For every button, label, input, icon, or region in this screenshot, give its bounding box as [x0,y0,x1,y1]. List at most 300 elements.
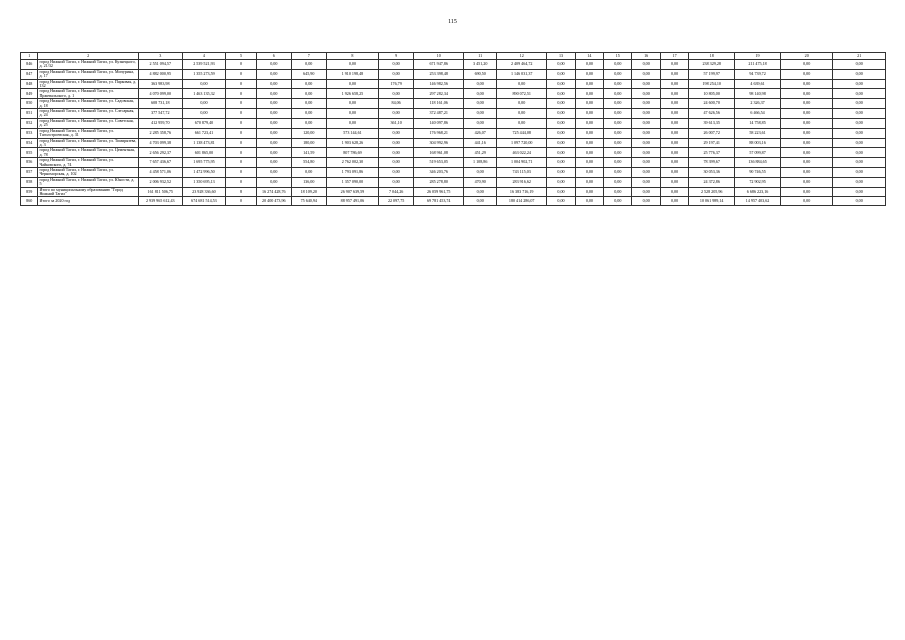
table-row [21,138,886,148]
table-row [21,60,886,70]
cell-value: 58 223,61 [735,128,781,138]
cell-value: 4 070 099,00 [138,89,182,99]
cell-value: 136,00 [291,177,326,187]
cell-value: 0,00 [547,118,575,128]
cell-value: 0,00 [575,167,603,177]
cell-value: 0,00 [256,158,291,168]
cell-value: 0,00 [497,99,547,109]
cell-value: 0,00 [780,60,832,70]
cell-value: 0,00 [632,177,660,187]
table-row [21,128,886,138]
column-number: 14 [575,53,603,60]
cell-value: 8 [226,187,257,197]
cell-value: 0,00 [326,109,378,119]
cell-value: 0,00 [604,60,632,70]
cell-value: 0,00 [379,177,414,187]
cell-value: 0,00 [547,138,575,148]
cell-value: 0,00 [632,128,660,138]
cell-value: 118 161,06 [414,99,464,109]
cell-value: 0,00 [291,118,326,128]
cell-value: 1 910 198,48 [326,69,378,79]
cell-value: 14 957 403,62 [735,197,781,206]
column-number: 8 [326,53,378,60]
cell-value: 372 487,21 [414,109,464,119]
cell-value: 0,00 [326,60,378,70]
cell-value: 0,00 [660,138,688,148]
cell-value: 0,00 [547,148,575,158]
cell-value: 25 776,37 [689,148,735,158]
cell-value: 0,00 [379,158,414,168]
cell-value: 0 [226,177,257,187]
cell-value: 0,00 [182,79,226,89]
column-number: 7 [291,53,326,60]
cell-value: 10 805,00 [689,89,735,99]
cell-value: 0,00 [660,69,688,79]
row-address: город Нижний Тагил, г. Нижний Тагил, ул. Тагилстроевская, д. 31 [38,128,138,138]
cell-value: 0,00 [833,118,886,128]
cell-value: 0,00 [660,89,688,99]
cell-value: 0,00 [660,79,688,89]
cell-value: 0,00 [833,167,886,177]
cell-value: 2 326,37 [735,99,781,109]
column-number: 20 [780,53,832,60]
row-number: 848 [21,79,38,89]
row-address: город Нижний Тагил, г. Нижний Тагил, ул. Советская, д. 25 [38,118,138,128]
column-number: 9 [379,53,414,60]
row-address: город Нижний Тагил, г. Нижний Тагил, ул. Чайковского, д. 74 [38,158,138,168]
cell-value: 0,00 [379,109,414,119]
cell-value: 0,00 [291,60,326,70]
cell-value: 0,00 [379,69,414,79]
cell-value: 7 657 436,67 [138,158,182,168]
cell-value: 0,00 [660,187,688,197]
cell-value: 0 [226,138,257,148]
cell-value: 0,00 [379,128,414,138]
cell-value: 0,00 [833,187,886,197]
cell-value: 0,00 [780,158,832,168]
cell-value: 0,00 [660,148,688,158]
cell-value: 0,00 [833,69,886,79]
cell-value: 743 115,03 [497,167,547,177]
cell-value: 0,00 [660,197,688,206]
cell-value: 0,00 [632,197,660,206]
column-number: 11 [464,53,497,60]
cell-value: 0,00 [464,79,497,89]
cell-value: 1 695 775,95 [182,158,226,168]
column-number: 3 [138,53,182,60]
cell-value: 211 475,18 [735,60,781,70]
cell-value: 346 203,76 [414,167,464,177]
cell-value: 0,00 [632,118,660,128]
cell-value: 0,00 [632,69,660,79]
cell-value: 0,00 [575,99,603,109]
cell-value: 0,00 [256,60,291,70]
cell-value: 0,00 [632,167,660,177]
cell-value: 0 [226,197,257,206]
cell-value: 0,00 [182,109,226,119]
cell-value: 0,00 [604,89,632,99]
cell-value: 2 285 358,76 [138,128,182,138]
cell-value: 0,00 [256,89,291,99]
cell-value: 69 781 453,74 [414,197,464,206]
cell-value: 0,00 [575,89,603,99]
cell-value: 0,00 [575,128,603,138]
cell-value: 1 926 658,25 [326,89,378,99]
cell-value: 0,00 [604,99,632,109]
cell-value: 0,00 [547,89,575,99]
cell-value: 890 072,51 [497,89,547,99]
cell-value: 23 928 336,60 [182,187,226,197]
cell-value: 0,00 [379,138,414,148]
cell-value: 674 681 514,53 [182,197,226,206]
cell-value: 0,00 [547,109,575,119]
cell-value: 285 278,80 [414,177,464,187]
cell-value: 90 746,55 [735,167,781,177]
cell-value: 0 [226,158,257,168]
cell-value: 253 398,48 [414,69,464,79]
cell-value: 0,00 [256,167,291,177]
column-number: 5 [226,53,257,60]
cell-value: 98 140,98 [735,89,781,99]
cell-value: 161 811 506,75 [138,187,182,197]
cell-value: 0,00 [575,197,603,206]
cell-value: 0,00 [547,60,575,70]
cell-value: 0,00 [547,99,575,109]
page-number: 115 [448,19,457,25]
cell-value: 0,00 [464,118,497,128]
row-number: 847 [21,69,38,79]
cell-value: 180,00 [291,138,326,148]
cell-value: 470,90 [464,177,497,187]
cell-value: 198 254,10 [689,79,735,89]
cell-value: 1 138 473,81 [182,138,226,148]
cell-value: 0,00 [326,99,378,109]
cell-value: 0,00 [632,79,660,89]
row-address: город Нижний Тагил, г. Нижний Тагил, ул. Садовская, д. 18 [38,99,138,109]
cell-value: 2 762 002,30 [326,158,378,168]
cell-value: 14 758,85 [735,118,781,128]
cell-value: 26 059 961,75 [414,187,464,197]
cell-value: 0,00 [256,138,291,148]
column-number: 16 [632,53,660,60]
table-row [21,158,886,168]
cell-value: 2 006 932,52 [138,177,182,187]
cell-value: 39 613,35 [689,118,735,128]
cell-value: 26 007,72 [689,128,735,138]
cell-value: 304 992,96 [414,138,464,148]
cell-value: 0,00 [256,99,291,109]
cell-value: 0,00 [575,138,603,148]
cell-value: 645,90 [291,69,326,79]
cell-value: 451,29 [464,148,497,158]
cell-value: 72 902,95 [735,177,781,187]
cell-value: 0 [226,79,257,89]
cell-value: 1 903 628,26 [326,138,378,148]
cell-value: 0,00 [660,99,688,109]
cell-value: 0,00 [575,187,603,197]
cell-value: 3 451,20 [464,60,497,70]
cell-value: 2 409 464,72 [497,60,547,70]
cell-value: 2 551 094,57 [138,60,182,70]
cell-value: 30 053,36 [689,167,735,177]
column-number: 17 [660,53,688,60]
cell-value: 0,00 [780,148,832,158]
cell-value: 4 882 000,95 [138,69,182,79]
cell-value: 0,00 [833,148,886,158]
table-row [21,167,886,177]
cell-value: 1 108,86 [464,158,497,168]
cell-value: 88 003,16 [735,138,781,148]
table-row [21,148,886,158]
cell-value: 0,00 [604,158,632,168]
cell-value: 554,80 [291,158,326,168]
cell-value: 0,00 [497,109,547,119]
cell-value: 57 099,87 [735,148,781,158]
cell-value: 2 528 205,96 [689,187,735,197]
cell-value: 0,00 [575,148,603,158]
cell-value: 0,00 [780,109,832,119]
row-address: город Нижний Тагил, г. Нижний Тагил, ул. Черноморская, д. 102 [38,167,138,177]
cell-value: 0,00 [575,79,603,89]
table-row [21,197,886,206]
cell-value: 180 414 286,07 [497,197,547,206]
cell-value: 0,00 [604,128,632,138]
column-number: 21 [833,53,886,60]
cell-value: 0,00 [833,197,886,206]
cell-value: 20 400 473,96 [256,197,291,206]
table-row [21,187,886,197]
cell-value: 426,07 [464,128,497,138]
cell-value: 0,00 [780,138,832,148]
cell-value: 0,00 [780,89,832,99]
cell-value: 0,00 [379,148,414,158]
cell-value: 1 793 091,86 [326,167,378,177]
cell-value: 0,00 [780,118,832,128]
cell-value: 0,00 [780,177,832,187]
column-number: 10 [414,53,464,60]
cell-value: 22 097,75 [379,197,414,206]
cell-value: 0,00 [291,89,326,99]
row-address: Итого по муниципальному образованию "Город Нижний Тагил" [38,187,138,197]
cell-value: 24 600,70 [689,99,735,109]
cell-value: 671 947,86 [414,60,464,70]
cell-value: 136 884,65 [735,158,781,168]
table-row [21,89,886,99]
data-table [20,52,886,206]
row-number: 851 [21,109,38,119]
cell-value: 0 [226,128,257,138]
cell-value: 168 961,08 [414,148,464,158]
cell-value: 0,00 [379,167,414,177]
row-number: 858 [21,177,38,187]
cell-value: 0 [226,69,257,79]
cell-value: 0,00 [464,99,497,109]
cell-value: 0,00 [780,128,832,138]
cell-value: 0,00 [464,109,497,119]
cell-value: 0,00 [833,79,886,89]
cell-value: 0,00 [660,128,688,138]
cell-value: 670 879,40 [182,118,226,128]
cell-value: 0,00 [632,187,660,197]
cell-value: 6 686 223,16 [735,187,781,197]
budget-table [20,52,886,206]
cell-value: 78 399,67 [689,158,735,168]
cell-value: 441,16 [464,138,497,148]
column-number: 2 [38,53,138,60]
cell-value: 0,00 [604,69,632,79]
cell-value: 0,00 [660,177,688,187]
cell-value: 0,00 [780,69,832,79]
cell-value: 0,00 [780,79,832,89]
cell-value: 0 [226,60,257,70]
cell-value: 0,00 [632,89,660,99]
cell-value: 0,00 [604,79,632,89]
cell-value: 0,00 [660,109,688,119]
cell-value: 377 547,72 [138,109,182,119]
cell-value: 57 199,97 [689,69,735,79]
cell-value: 0,00 [833,109,886,119]
cell-value: 0,00 [547,187,575,197]
cell-value: 0,00 [547,128,575,138]
cell-value: 7 044,26 [379,187,414,197]
row-number: 855 [21,148,38,158]
cell-value: 0,00 [464,187,497,197]
cell-value: 0,00 [291,109,326,119]
cell-value: 0,00 [780,99,832,109]
cell-value: 24 372,86 [689,177,735,187]
cell-value: 0,00 [660,118,688,128]
column-number-row [21,53,886,60]
cell-value: 0,00 [291,167,326,177]
cell-value: 0,00 [604,138,632,148]
cell-value: 47 626,56 [689,109,735,119]
cell-value: 0,00 [379,89,414,99]
cell-value: 0,00 [780,187,832,197]
cell-value: 2 539 521,93 [182,60,226,70]
cell-value: 661 723,41 [182,128,226,138]
row-address: город Нижний Тагил, г. Нижний Тагил, ул. Слесарная, д. 24 [38,109,138,119]
column-number: 15 [604,53,632,60]
cell-value: 725 444,08 [497,128,547,138]
row-number: 846 [21,60,38,70]
cell-value: 6 466,54 [735,109,781,119]
cell-value: 0,00 [547,79,575,89]
column-number: 1 [21,53,38,60]
cell-value: 0 [226,99,257,109]
cell-value: 0,00 [497,118,547,128]
cell-value: 4 639,61 [735,79,781,89]
cell-value: 1 146 031,37 [497,69,547,79]
cell-value: 0,00 [632,138,660,148]
cell-value: 146 982,56 [414,79,464,89]
cell-value: 0,00 [660,158,688,168]
column-number: 19 [735,53,781,60]
cell-value: 297 282,34 [414,89,464,99]
cell-value: 1 357 090,00 [326,177,378,187]
cell-value: 0,00 [547,158,575,168]
cell-value: 0,00 [326,79,378,89]
cell-value: 0,00 [604,187,632,197]
cell-value: 0,00 [632,158,660,168]
cell-value: 0,00 [780,197,832,206]
row-number: 857 [21,167,38,177]
cell-value: 0,00 [833,89,886,99]
cell-value: 361,10 [379,118,414,128]
cell-value: 0,00 [256,118,291,128]
cell-value: 807 786,69 [326,148,378,158]
cell-value: 29 197,41 [689,138,735,148]
cell-value: 0,00 [256,177,291,187]
cell-value: 519 653,05 [414,158,464,168]
cell-value: 0,00 [833,138,886,148]
row-address: город Нижний Тагил, г. Нижний Тагил, ул. Кузнецкого, д. 21/32 [38,60,138,70]
cell-value: 1 463 135,32 [182,89,226,99]
cell-value: 0,00 [547,69,575,79]
cell-value: 18 109,20 [291,187,326,197]
cell-value: 0,00 [256,69,291,79]
cell-value: 283 916,62 [497,177,547,187]
cell-value: 0,00 [604,118,632,128]
cell-value: 0,00 [256,79,291,89]
cell-value: 1 355 273,59 [182,69,226,79]
cell-value: 0,00 [780,167,832,177]
row-address: город Нижний Тагил, г. Нижний Тагил, ул. Юности, д. 5 [38,177,138,187]
cell-value: 0,00 [326,118,378,128]
column-number: 18 [689,53,735,60]
cell-value: 1 004 902,71 [497,158,547,168]
cell-value: 0,00 [464,167,497,177]
cell-value: 0 [226,89,257,99]
cell-value: 0,00 [632,148,660,158]
cell-value: 0 [226,148,257,158]
cell-value: 0,00 [547,177,575,187]
cell-value: 141,59 [291,148,326,158]
cell-value: 0,00 [632,60,660,70]
cell-value: 16 383 716,19 [497,187,547,197]
cell-value: 573 144,61 [326,128,378,138]
cell-value: 0,00 [464,197,497,206]
cell-value: 0,00 [632,99,660,109]
cell-value: 0 [226,167,257,177]
cell-value: 75 640,94 [291,197,326,206]
cell-value: 0,00 [604,197,632,206]
table-row [21,99,886,109]
row-number: 849 [21,89,38,99]
cell-value: 690,50 [464,69,497,79]
cell-value: 0,00 [833,99,886,109]
cell-value: 176 968,21 [414,128,464,138]
column-number: 6 [256,53,291,60]
cell-value: 0,00 [182,99,226,109]
cell-value: 1 097 720,00 [497,138,547,148]
cell-value: 0,00 [575,109,603,119]
cell-value: 0,00 [833,158,886,168]
cell-value: 0,00 [497,79,547,89]
cell-value: 10 061 989,14 [689,197,735,206]
cell-value: 176,79 [379,79,414,89]
row-address: город Нижний Тагил, г. Нижний Тагил, ул. Парковая, д. 132 [38,79,138,89]
row-number: 853 [21,128,38,138]
cell-value: 0,00 [660,60,688,70]
table-row [21,109,886,119]
row-number: 860 [21,197,38,206]
cell-value: 0,00 [575,69,603,79]
table-row [21,79,886,89]
row-address: Итого за 2020 год [38,197,138,206]
cell-value: 94 739,72 [735,69,781,79]
cell-value: 84,06 [379,99,414,109]
cell-value: 0,00 [256,109,291,119]
